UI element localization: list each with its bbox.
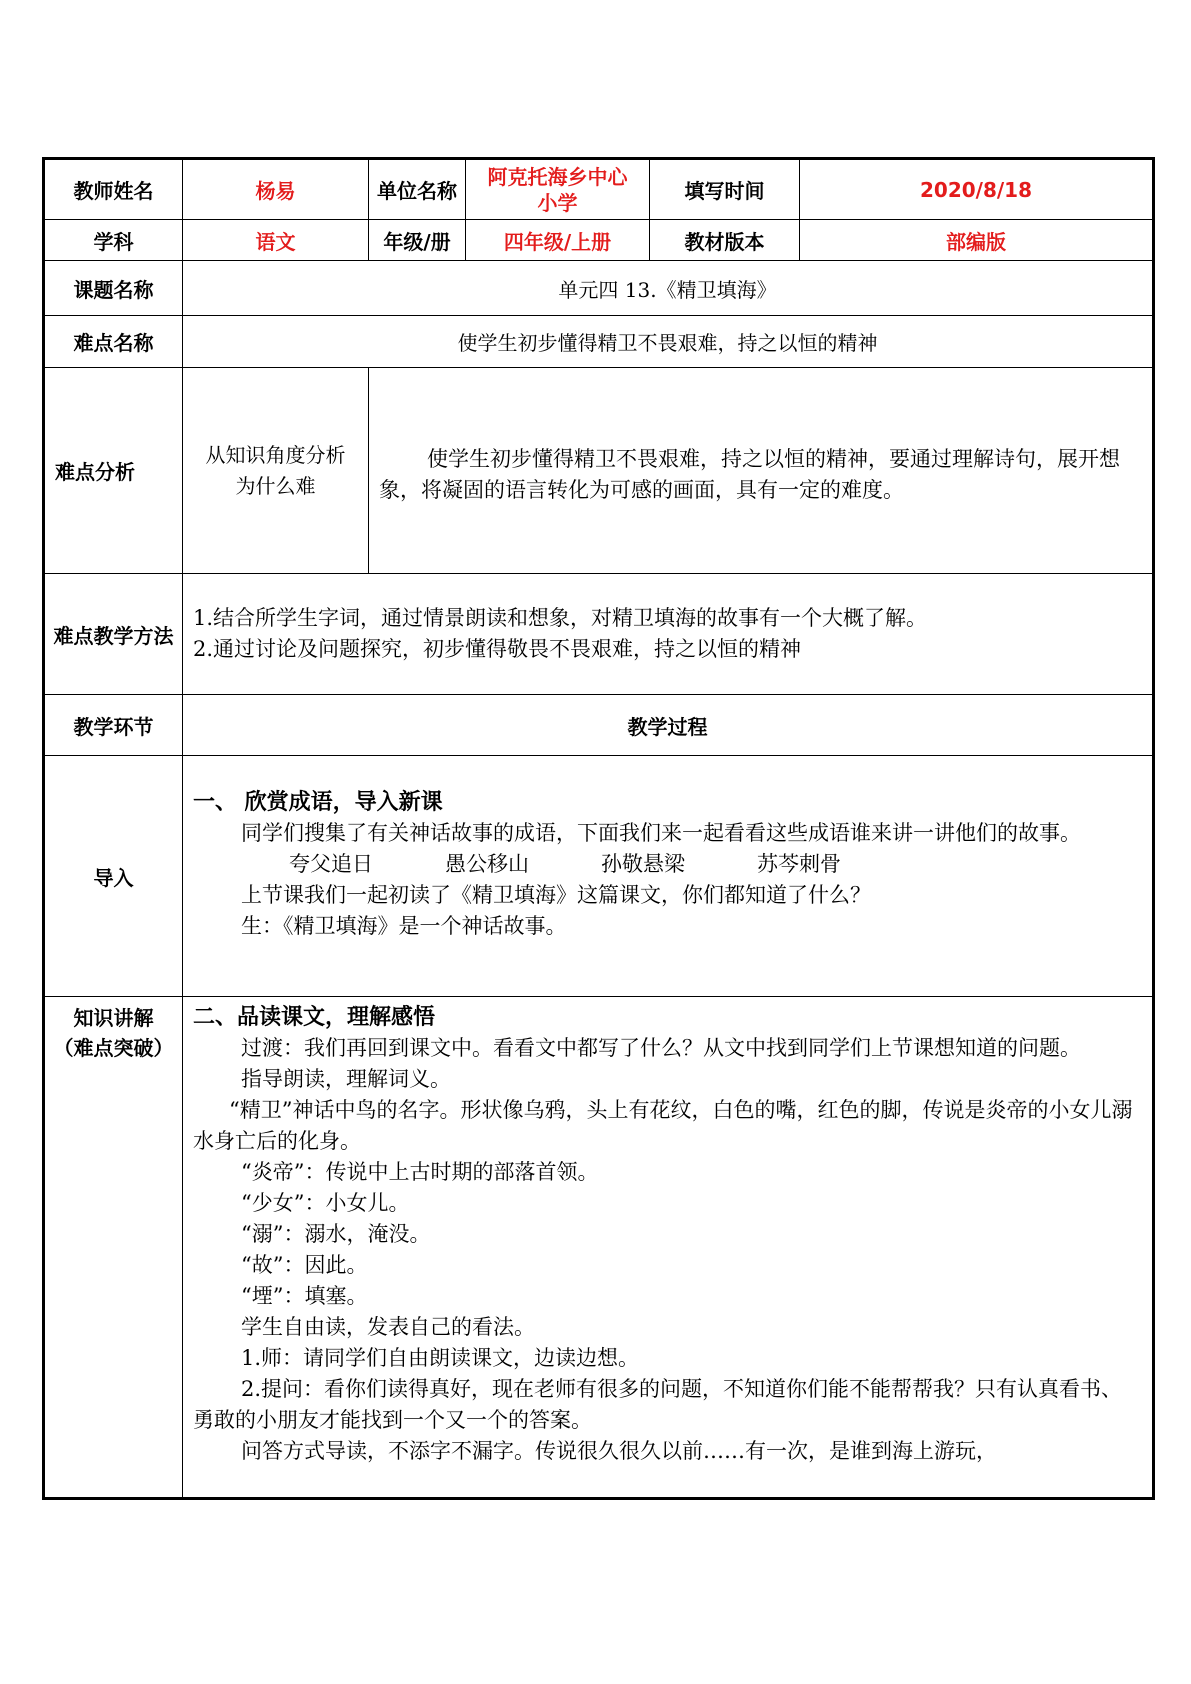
- method-cell: [183, 574, 1154, 695]
- intro-paragraph-1: 同学们搜集了有关神话故事的成语，下面我们来一起看看这些成语谁来讲一讲他们的故事。: [241, 821, 1081, 845]
- knowledge-paragraph: “堙”：填塞。: [241, 1284, 368, 1308]
- process-step-label: 教学环节: [44, 695, 183, 756]
- analysis-text: 使学生初步懂得精卫不畏艰难，持之以恒的精神，要通过理解诗句，展开想象，将凝固的语言转化为可感的画面，具有一定的难度。: [379, 447, 1120, 502]
- grade-label: 年级/册: [369, 220, 466, 261]
- difficulty-row: [44, 316, 1154, 368]
- unit-label: 单位名称: [369, 159, 466, 220]
- idiom-2: 愚公移山: [445, 852, 529, 876]
- idiom-4: 苏芩刺骨: [757, 852, 841, 876]
- intro-row: [44, 756, 1154, 997]
- difficulty-label: 难点名称: [44, 316, 183, 368]
- lesson-plan-table: [42, 157, 1155, 1500]
- knowledge-paragraph: “溺”：溺水，淹没。: [241, 1222, 431, 1246]
- method-row: [44, 574, 1154, 695]
- method-line-1: 1.结合所学生字词，通过情景朗读和想象，对精卫填海的故事有一个大概了解。: [193, 606, 928, 630]
- process-header-row: [44, 695, 1154, 756]
- header-row-2: [44, 220, 1154, 261]
- knowledge-paragraph: 指导朗读，理解词义。: [241, 1067, 451, 1091]
- analysis-sub-label: 从知识角度分析为什么难: [183, 368, 369, 574]
- analysis-row: [44, 368, 1154, 574]
- process-label: 教学过程: [183, 695, 1154, 756]
- difficulty-value: 使学生初步懂得精卫不畏艰难，持之以恒的精神: [183, 316, 1154, 368]
- intro-cell: [183, 756, 1154, 997]
- topic-value: 单元四 13.《精卫填海》: [183, 261, 1154, 316]
- knowledge-paragraph: 学生自由读，发表自己的看法。: [241, 1315, 535, 1339]
- knowledge-row: [44, 997, 1154, 1499]
- subject-value: 语文: [183, 220, 369, 261]
- date-label: 填写时间: [650, 159, 800, 220]
- knowledge-paragraph: 2.提问：看你们读得真好，现在老师有很多的问题，不知道你们能不能帮帮我？只有认真看书、勇敢的小朋友才能找到一个又一个的答案。: [193, 1377, 1123, 1432]
- edition-value: 部编版: [800, 220, 1154, 261]
- intro-heading: 一、 欣赏成语，导入新课: [193, 790, 443, 815]
- grade-value: 四年级/上册: [466, 220, 650, 261]
- header-row-1: [44, 159, 1154, 220]
- knowledge-label: 知识讲解: [73, 1006, 154, 1030]
- knowledge-paragraph: 过渡：我们再回到课文中。看看文中都写了什么？从文中找到同学们上节课想知道的问题。: [241, 1036, 1081, 1060]
- subject-label: 学科: [44, 220, 183, 261]
- knowledge-paragraph: “故”：因此。: [241, 1253, 368, 1277]
- idiom-1: 夸父追日: [289, 852, 373, 876]
- knowledge-heading: 二、品读课文，理解感悟: [193, 1005, 436, 1030]
- knowledge-paragraph: 问答方式导读，不添字不漏字。传说很久很久以前……有一次，是谁到海上游玩，: [241, 1439, 997, 1463]
- knowledge-paragraph: “少女”：小女儿。: [241, 1191, 410, 1215]
- method-line-2: 2.通过讨论及问题探究，初步懂得敬畏不畏艰难，持之以恒的精神: [193, 637, 802, 661]
- teacher-value: 杨易: [183, 159, 369, 220]
- idiom-list: [193, 849, 1142, 880]
- topic-label: 课题名称: [44, 261, 183, 316]
- edition-label: 教材版本: [650, 220, 800, 261]
- knowledge-paragraph: “精卫”神话中鸟的名字。形状像乌鸦，头上有花纹，白色的嘴，红色的脚，传说是炎帝的小女儿溺水身亡后的化身。: [193, 1098, 1133, 1153]
- unit-value: 阿克托海乡中心小学: [466, 159, 650, 220]
- intro-paragraph-2: 上节课我们一起初读了《精卫填海》这篇课文，你们都知道了什么？: [241, 883, 871, 907]
- knowledge-cell: [183, 997, 1154, 1499]
- teacher-label: 教师姓名: [44, 159, 183, 220]
- topic-row: [44, 261, 1154, 316]
- knowledge-label-cell: [44, 997, 183, 1499]
- knowledge-label-2: （难点突破）: [53, 1036, 174, 1060]
- method-label: 难点教学方法: [44, 574, 183, 695]
- knowledge-paragraph: “炎帝”：传说中上古时期的部落首领。: [241, 1160, 599, 1184]
- analysis-label: 难点分析: [44, 368, 183, 574]
- date-value: 2020/8/18: [800, 159, 1154, 220]
- idiom-3: 孙敬悬梁: [601, 852, 685, 876]
- knowledge-paragraph: 1.师：请同学们自由朗读课文，边读边想。: [241, 1346, 640, 1370]
- intro-paragraph-3: 生：《精卫填海》是一个神话故事。: [241, 914, 567, 938]
- intro-label: 导入: [44, 756, 183, 997]
